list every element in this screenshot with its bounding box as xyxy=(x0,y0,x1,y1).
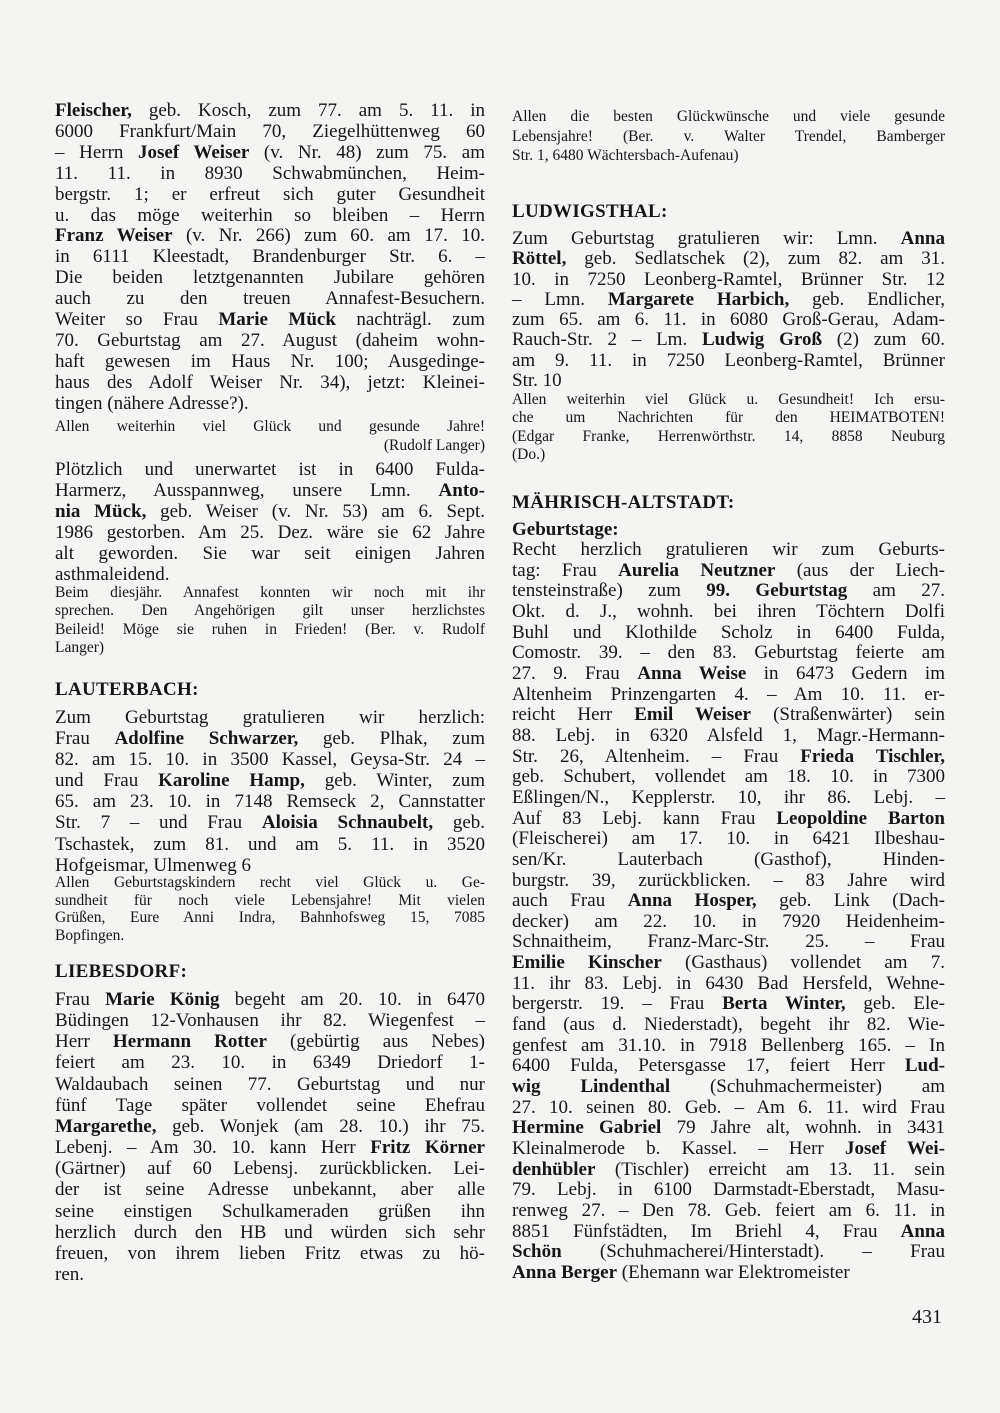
text-line xyxy=(512,912,945,933)
bold-name: Josef Weiser xyxy=(138,141,250,163)
text-line xyxy=(55,1010,485,1031)
text-run: Frau xyxy=(55,728,115,750)
text-line xyxy=(55,892,485,910)
text-run: Hofgeismar, Ulmenweg 6 xyxy=(55,854,252,876)
bold-name: Anna Berger xyxy=(512,1261,618,1283)
text-run: auch Frau xyxy=(512,890,628,912)
text-line xyxy=(512,643,945,664)
text-run: 8851 Fünfstädten, Im Briehl 4, Frau xyxy=(512,1220,901,1242)
bold-name: Ludwig Groß xyxy=(702,329,823,351)
text-line xyxy=(512,602,945,623)
text-run: nachträgl. zum xyxy=(335,309,485,331)
bold-name: Marie König xyxy=(105,989,220,1010)
text-run: geb. Weiser (v. Nr. 53) am 6. Sept. xyxy=(146,501,485,522)
bold-name: Aurelia Neutzner xyxy=(618,559,776,581)
bold-name: Anna Hosper, xyxy=(627,890,757,912)
note-trendel xyxy=(512,107,945,166)
text-run: sundheit für noch viele Lebensjahre! Mit vielen xyxy=(55,891,485,909)
text-line xyxy=(512,891,945,912)
bold-name: Karoline Hamp, xyxy=(158,770,305,792)
text-line xyxy=(512,1201,945,1222)
text-line xyxy=(512,1263,945,1284)
text-line xyxy=(55,749,485,770)
note-langer xyxy=(55,417,485,455)
text-line xyxy=(512,1160,945,1181)
text-run: (Schuhmachermeister) am xyxy=(670,1076,945,1098)
text-run: und Frau xyxy=(55,770,159,792)
text-run: asthmaleidend. xyxy=(55,564,170,585)
text-run: tensteinstraße) zum xyxy=(512,580,707,602)
text-line xyxy=(512,1139,945,1160)
text-line xyxy=(512,1056,945,1077)
text-run: Str. 26, Altenheim. – Frau xyxy=(512,745,801,767)
text-line xyxy=(55,909,485,927)
text-run: auch zu den treuen Annafest-Besuchern. xyxy=(55,288,485,310)
text-run: Weiter so Frau xyxy=(55,309,219,331)
text-line xyxy=(512,1242,945,1263)
text-line xyxy=(512,127,945,147)
text-run: in 6111 Kleestadt, Brandenburger Str. 6. – xyxy=(55,246,485,268)
text-run: genfest am 31.10. in 7918 Bellenberg 165. – In xyxy=(512,1034,945,1056)
section-heading-lauterbach: LAUTERBACH: xyxy=(55,679,199,700)
text-line xyxy=(55,331,485,352)
text-line xyxy=(55,584,485,602)
text-run: (Edgar Franke, Herrenwörthstr. 14, 8858 Neuburg xyxy=(512,427,945,445)
text-line xyxy=(512,829,945,850)
text-run: tag: Frau xyxy=(512,559,619,581)
text-run: Okt. d. J., wohnh. bei ihren Töchtern Dolfi xyxy=(512,600,945,622)
bold-name: Anto- xyxy=(438,480,485,501)
text-run: Lebensjahre! (Ber. v. Walter Trendel, Bamberger xyxy=(512,127,945,145)
text-run: 10. in 7250 Leonberg-Ramtel, Brünner Str. 12 xyxy=(512,268,945,290)
text-run: Zum Geburtstag gratulieren wir herzlich: xyxy=(55,707,485,728)
paragraph-lauterbach xyxy=(55,707,485,876)
text-line xyxy=(55,639,485,657)
text-line xyxy=(55,352,485,373)
bold-name: Fleischer, xyxy=(55,100,132,121)
text-line xyxy=(55,268,485,289)
paragraph-maehrisch-altstadt xyxy=(512,540,945,1284)
text-run: Allen Geburtstagskindern recht viel Glück u. Ge- xyxy=(55,874,485,891)
text-line xyxy=(55,310,485,331)
text-run: fand (aus d. Niederstadt), begeht ihr 82. Wie- xyxy=(512,1014,945,1036)
text-run: geb. Schubert, vollendet am 18. 10. in 7300 xyxy=(512,766,945,788)
text-line xyxy=(55,564,485,585)
text-run: 65. am 23. 10. in 7148 Remseck 2, Cannstatter xyxy=(55,791,485,813)
text-line xyxy=(512,1118,945,1139)
bold-name: Röttel, xyxy=(512,248,567,270)
text-line xyxy=(512,932,945,953)
bold-name: Lud- xyxy=(904,1055,945,1077)
text-run: Buhl und Klothilde Scholz in 6400 Fulda, xyxy=(512,621,945,643)
text-line xyxy=(55,289,485,310)
text-run: Grüßen, Eure Anni Indra, Bahnhofsweg 15, 7085 xyxy=(55,909,485,927)
text-line xyxy=(55,1201,485,1222)
text-line xyxy=(55,1158,485,1179)
text-line xyxy=(512,391,945,409)
text-run: 27. 10. seinen 80. Geb. – Am 6. 11. wird Frau xyxy=(512,1096,945,1118)
text-run: geb. Link (Dach- xyxy=(756,890,946,912)
text-line xyxy=(55,770,485,791)
text-run: Allen die besten Glückwünsche und viele gesunde xyxy=(512,108,945,125)
text-line xyxy=(55,1031,485,1052)
bold-name: Berta Winter, xyxy=(722,993,846,1015)
text-run: geb. Ele- xyxy=(845,993,945,1015)
text-line xyxy=(512,1077,945,1098)
text-run: Beim diesjähr. Annafest konnten wir noch mit ihr xyxy=(55,584,485,601)
text-run: (Do.) xyxy=(512,445,546,463)
paragraph-obituary-mueck xyxy=(55,459,485,585)
text-line xyxy=(512,767,945,788)
text-run: 88. Lebj. in 6320 Alsfeld 1, Magr.-Hermann- xyxy=(512,724,945,746)
text-run: 79 Jahre alt, wohnh. in 3431 xyxy=(661,1117,945,1139)
text-run: (2) zum 60. xyxy=(822,329,945,351)
text-line xyxy=(55,1243,485,1264)
text-line xyxy=(55,1052,485,1073)
text-line xyxy=(55,834,485,855)
text-run: Bopfingen. xyxy=(55,927,125,945)
text-line xyxy=(512,623,945,644)
text-line xyxy=(55,122,485,143)
text-line xyxy=(55,394,485,415)
text-line xyxy=(512,229,945,249)
text-line xyxy=(55,1116,485,1137)
text-run: in 6473 Gedern im xyxy=(746,662,945,684)
text-line xyxy=(55,143,485,164)
text-run: zum 65. am 6. 11. in 6080 Groß-Gerau, Adam- xyxy=(512,309,945,331)
text-run: (Gärtner) auf 60 Lebensj. zurückblicken. Lei- xyxy=(55,1158,485,1180)
note-franke xyxy=(512,391,945,464)
bold-name: wig Lindenthal xyxy=(512,1076,671,1098)
text-run: 11. 11. in 8930 Schwabmünchen, Heim- xyxy=(55,162,485,184)
section-heading-ludwigsthal: LUDWIGSTHAL: xyxy=(512,201,668,222)
bold-name: Anna xyxy=(900,228,945,249)
text-line xyxy=(55,1095,485,1116)
bold-name: nia Mück, xyxy=(55,501,147,522)
text-run: Allen weiterhin viel Glück u. Gesundheit! Ich ersu- xyxy=(512,391,945,408)
text-run: Lebenj. – Am 30. 10. kann Herr xyxy=(55,1137,371,1159)
text-line xyxy=(55,855,485,876)
text-line xyxy=(55,1179,485,1200)
text-line xyxy=(512,428,945,446)
text-line xyxy=(512,850,945,871)
text-run: (Rudolf Langer) xyxy=(383,437,485,454)
text-line xyxy=(512,409,945,427)
text-run: (v. Nr. 266) zum 60. am 17. 10. xyxy=(172,225,485,247)
text-run: alt geworden. Sie war seit einigen Jahren xyxy=(55,543,485,564)
text-line xyxy=(512,685,945,706)
text-line xyxy=(512,1036,945,1057)
text-run: Beileid! Möge sie ruhen in Frieden! (Ber. v. Rudolf xyxy=(55,620,485,638)
text-line xyxy=(55,1222,485,1243)
text-line xyxy=(512,664,945,685)
text-run: 70. Geburtstag am 27. August (daheim wohn- xyxy=(55,329,485,351)
text-line xyxy=(512,974,945,995)
text-run: der ist seine Adresse unbekannt, aber alle xyxy=(55,1179,485,1201)
text-line xyxy=(512,953,945,974)
bold-name: Anna xyxy=(900,1220,945,1242)
text-line xyxy=(512,371,945,391)
text-run: – Lmn. xyxy=(512,288,608,310)
bold-name: denhübler xyxy=(512,1158,596,1180)
text-line xyxy=(512,809,945,830)
text-line xyxy=(55,543,485,564)
bold-name: Schön xyxy=(512,1241,562,1263)
text-run: Büdingen 12-Vonhausen ihr 82. Wiegenfest – xyxy=(55,1010,485,1032)
text-run: ren. xyxy=(55,1264,85,1286)
text-line xyxy=(512,249,945,269)
text-line xyxy=(55,185,485,206)
section-heading-maehrisch-altstadt: MÄHRISCH-ALTSTADT: xyxy=(512,492,735,513)
text-run: Zum Geburtstag gratulieren wir: Lmn. xyxy=(512,228,901,249)
text-line xyxy=(55,480,485,501)
bold-name: Hermine Gabriel xyxy=(512,1117,662,1139)
bold-name: Josef Wei- xyxy=(844,1138,945,1160)
bold-name: Anna Weise xyxy=(637,662,747,684)
text-run: Harmerz, Ausspannweg, unsere Lmn. xyxy=(55,480,439,501)
text-line xyxy=(512,1180,945,1201)
page-number: 431 xyxy=(912,1306,942,1328)
text-run: Rauch-Str. 2 – Lm. xyxy=(512,329,702,351)
text-run: tingen (nähere Adresse?). xyxy=(55,392,249,414)
text-run: Auf 83 Lebj. kann Frau xyxy=(512,807,777,829)
text-run: Kleinalmerode b. Kassel. – Herr xyxy=(512,1138,845,1160)
text-line xyxy=(55,1074,485,1095)
text-run: u. das möge weiterhin so bleiben – Herrn xyxy=(55,204,485,226)
text-line xyxy=(55,206,485,227)
bold-name: Emil Weiser xyxy=(634,704,751,726)
text-run: geb. Endlicher, xyxy=(789,288,946,310)
text-run: Comostr. 39. – den 83. Geburtstag feierte am xyxy=(512,642,945,664)
paragraph-liebesdorf xyxy=(55,989,485,1285)
text-run: 11. ihr 83. Lebj. in 6430 Bad Hersfeld, Wehne- xyxy=(512,972,945,994)
text-run: freuen, von ihrem lieben Fritz etwas zu hö- xyxy=(55,1242,485,1264)
text-line xyxy=(55,989,485,1010)
text-run: geb. Plhak, zum xyxy=(298,728,485,750)
bold-name: Marie Mück xyxy=(218,309,336,331)
text-line xyxy=(512,726,945,747)
text-line xyxy=(512,446,945,464)
text-run: – Herrn xyxy=(55,141,138,163)
text-line xyxy=(512,1222,945,1243)
text-run: Plötzlich und unerwartet ist in 6400 Fulda- xyxy=(55,459,485,480)
text-line xyxy=(512,290,945,310)
text-run: Str. 10 xyxy=(512,370,562,392)
text-line xyxy=(55,164,485,185)
text-line xyxy=(55,1137,485,1158)
text-run: 6400 Fulda, Petersgasse 17, feiert Herr xyxy=(512,1055,905,1077)
text-run: 27. 9. Frau xyxy=(512,662,638,684)
text-line xyxy=(55,602,485,620)
text-line xyxy=(512,270,945,290)
text-run: Waldaubach seinen 77. Geburtstag und nur xyxy=(55,1073,485,1095)
text-line xyxy=(55,874,485,892)
bold-name: Emilie Kinscher xyxy=(512,952,662,974)
text-run: reicht Herr xyxy=(512,704,635,726)
text-run: geb. Kosch, zum 77. am 5. 11. in xyxy=(131,100,485,121)
text-line xyxy=(55,101,485,122)
text-run: sprechen. Den Angehörigen gilt unser herzlichstes xyxy=(55,602,485,620)
text-run: Str. 7 – und Frau xyxy=(55,812,262,834)
text-run: am 27. xyxy=(847,580,945,602)
text-line xyxy=(55,927,485,945)
bold-name: Frieda Tischler, xyxy=(800,745,945,767)
text-run: bergerstr. 19. – Frau xyxy=(512,993,723,1015)
text-run: Schnaitheim, Franz-Marc-Str. 25. – Frau xyxy=(512,931,945,953)
text-run: (v. Nr. 48) zum 75. am xyxy=(249,141,485,163)
text-line xyxy=(55,791,485,812)
text-run: 82. am 15. 10. in 3500 Kassel, Geysa-Str. 24 – xyxy=(55,749,485,771)
text-run: (aus der Liech- xyxy=(775,559,945,581)
text-run: (Ehemann war Elektromeister xyxy=(617,1261,850,1283)
text-run: Herr xyxy=(55,1031,113,1053)
text-line xyxy=(55,522,485,543)
text-line xyxy=(55,459,485,480)
text-run: (Schuhmacherei/Hinterstadt). – Frau xyxy=(561,1241,945,1263)
text-line xyxy=(512,1098,945,1119)
text-line xyxy=(55,373,485,394)
text-line xyxy=(512,540,945,561)
text-run: (Gasthaus) vollendet am 7. xyxy=(661,952,945,974)
paragraph-ludwigsthal xyxy=(512,229,945,391)
text-run: 1986 gestorben. Am 25. Dez. wäre sie 62 Jahre xyxy=(55,522,485,543)
text-run: Allen weiterhin viel Glück und gesunde Jahre! xyxy=(55,418,485,435)
text-run: herzlich durch den HB und würden sich sehr xyxy=(55,1221,485,1243)
bold-name: Aloisia Schnaubelt, xyxy=(261,812,434,834)
text-run: Altenheim Prinzengarten 4. – Am 10. 11. er- xyxy=(512,683,945,705)
text-line xyxy=(55,707,485,728)
text-line xyxy=(512,561,945,582)
text-line xyxy=(512,146,945,166)
text-run: am 9. 11. in 7250 Leonberg-Ramtel, Brünner xyxy=(512,349,945,371)
text-run: geb. xyxy=(433,812,486,834)
note-indra xyxy=(55,874,485,945)
text-line xyxy=(512,581,945,602)
text-run: Die beiden letztgenannten Jubilare gehören xyxy=(55,267,485,289)
text-run: haus des Adolf Weiser Nr. 34), jetzt: Kleinei- xyxy=(55,371,485,393)
paragraph-weiser-birthdays xyxy=(55,101,485,415)
text-run: (Tischler) erreicht am 13. 11. sein xyxy=(595,1158,945,1180)
text-line xyxy=(512,310,945,330)
text-run: sen/Kr. Lauterbach (Gasthof), Hinden- xyxy=(512,848,945,870)
bold-name: 99. Geburtstag xyxy=(706,580,848,602)
note-condolence xyxy=(55,584,485,657)
bold-name: Fritz Körner xyxy=(370,1137,485,1159)
text-run: Frau xyxy=(55,989,106,1010)
text-line xyxy=(55,436,485,455)
bold-name: Margarethe, xyxy=(55,1115,157,1137)
text-run: begeht am 20. 10. in 6470 xyxy=(219,989,486,1010)
text-line xyxy=(512,994,945,1015)
text-run: geb. Winter, zum xyxy=(304,770,486,792)
text-line xyxy=(55,247,485,268)
text-line xyxy=(55,1264,485,1285)
bold-name: Margarete Harbich, xyxy=(607,288,790,310)
text-line xyxy=(55,417,485,436)
text-run: Recht herzlich gratulieren wir zum Geburts- xyxy=(512,539,945,560)
text-run: feiert am 23. 10. in 6349 Driedorf 1- xyxy=(55,1052,485,1074)
text-line xyxy=(55,226,485,247)
text-run: Langer) xyxy=(55,638,105,656)
text-run: (Fleischerei) am 17. 10. in 6421 Ilbeshau- xyxy=(512,828,945,850)
bold-name: Adolfine Schwarzer, xyxy=(114,728,299,750)
text-run: decker) am 22. 10. in 7920 Heidenheim- xyxy=(512,910,945,932)
text-line xyxy=(512,1015,945,1036)
text-run: burgstr. 39, zurückblicken. – 83 Jahre wird xyxy=(512,869,945,891)
text-run: che um Nachrichten für den HEIMATBOTEN! xyxy=(512,409,945,427)
text-run: renweg 27. – Den 78. Geb. feiert am 6. 11. in xyxy=(512,1200,945,1221)
text-run: 6000 Frankfurt/Main 70, Ziegelhüttenweg 60 xyxy=(55,120,485,142)
text-run: geb. Wonjek (am 28. 10.) ihr 75. xyxy=(156,1115,485,1137)
text-line xyxy=(512,107,945,127)
text-run: seine einstigen Schulkameraden grüßen ihn xyxy=(55,1200,485,1222)
bold-name: Leopoldine Barton xyxy=(776,807,945,829)
text-line xyxy=(512,747,945,768)
bold-name: Franz Weiser xyxy=(55,225,173,247)
text-line xyxy=(55,501,485,522)
text-line xyxy=(55,621,485,639)
text-run: geb. Sedlatschek (2), zum 82. am 31. xyxy=(566,248,945,270)
section-heading-liebesdorf: LIEBESDORF: xyxy=(55,961,188,982)
subheading-geburtstage: Geburtstage: xyxy=(512,519,619,540)
text-line xyxy=(55,728,485,749)
text-line xyxy=(512,705,945,726)
text-line xyxy=(512,330,945,350)
bold-name: Hermann Rotter xyxy=(112,1031,267,1053)
text-run: fünf Tage später vollendet seine Ehefrau xyxy=(55,1094,485,1116)
text-run: Tschastek, zum 81. und am 5. 11. in 3520 xyxy=(55,833,485,855)
text-line xyxy=(55,812,485,833)
text-run: Str. 1, 6480 Wächtersbach-Aufenau) xyxy=(512,147,739,164)
text-run: Eßlingen/N., Kepplerstr. 10, ihr 86. Lebj. – xyxy=(512,786,945,808)
text-line xyxy=(512,788,945,809)
text-run: haft gewesen im Haus Nr. 100; Ausgedinge- xyxy=(55,350,485,372)
text-run: (gebürtig aus Nebes) xyxy=(266,1031,485,1053)
text-run: bergstr. 1; er erfreut sich guter Gesundheit xyxy=(55,183,485,205)
text-run: 79. Lebj. in 6100 Darmstadt-Eberstadt, Masu- xyxy=(512,1179,945,1201)
text-line xyxy=(512,871,945,892)
text-run: (Straßenwärter) sein xyxy=(750,704,945,726)
text-line xyxy=(512,351,945,371)
